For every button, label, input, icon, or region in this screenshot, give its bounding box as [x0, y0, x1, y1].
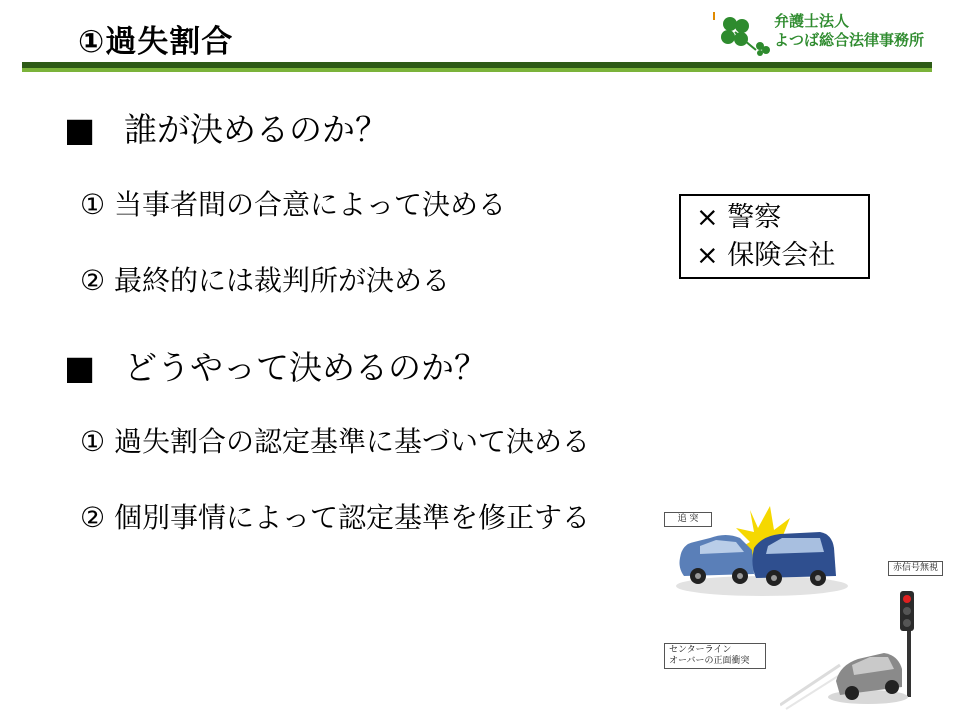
rear-end-label: 追 突	[664, 512, 712, 527]
centerline-label-line-2: オーバーの正面衝突	[669, 656, 750, 666]
list-item: ① 過失割合の認定基準に基づいて決める	[80, 425, 591, 458]
logo-line-2: よつば総合法律事務所	[774, 31, 925, 49]
rear-end-collision-icon	[670, 498, 850, 598]
list-item: ① 当事者間の合意によって決める	[80, 188, 507, 221]
red-light-label: 赤信号無視	[888, 561, 943, 576]
heading-how-decided	[64, 342, 487, 389]
bullet-square: ■	[64, 110, 96, 149]
heading-text: 誰が決めるのか？	[124, 110, 388, 149]
gray-car-icon	[780, 625, 910, 710]
logo-line-1: 弁護士法人	[774, 12, 850, 30]
box-item-insurer: × 保険会社	[696, 240, 836, 271]
not-decided-by-box	[679, 194, 870, 279]
box-item-police: × 警察	[696, 202, 782, 233]
centerline-label-line-1: センターライン	[669, 645, 732, 655]
centerline-collision-label	[664, 643, 766, 669]
list-item: ② 最終的には裁判所が決める	[80, 264, 451, 297]
heading-who-decides	[64, 104, 388, 151]
list-item: ② 個別事情によって認定基準を修正する	[80, 501, 591, 534]
title-rule-accent	[22, 68, 932, 72]
logo-text	[774, 12, 924, 50]
bullet-square: ■	[64, 348, 96, 387]
heading-text: どうやって決めるのか？	[124, 348, 487, 387]
slide-title: ①過失割合	[78, 24, 234, 60]
